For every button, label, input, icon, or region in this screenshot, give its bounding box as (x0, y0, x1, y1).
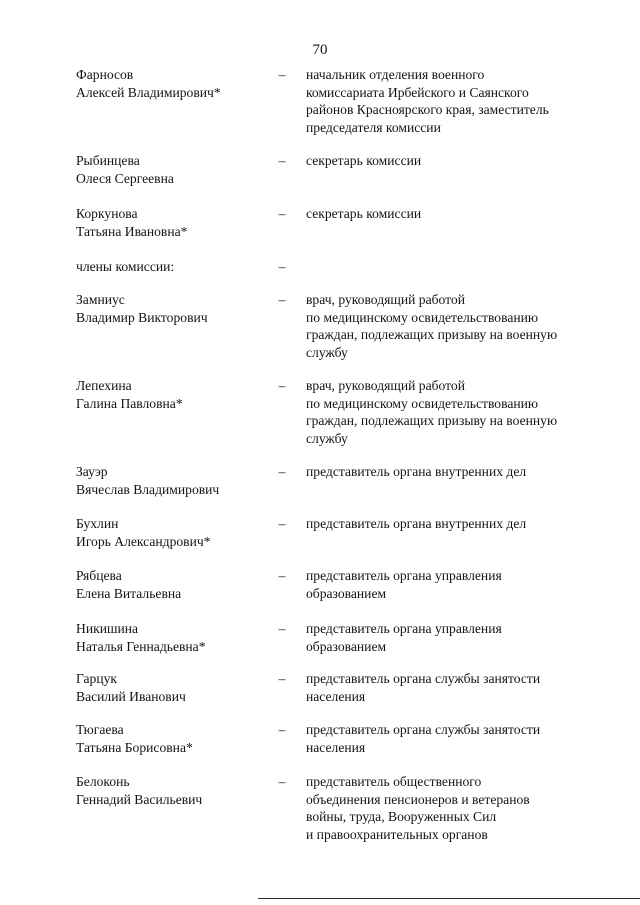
member-role: врач, руководящий работой по медицинскому освидетельствованию граждан, подлежащих призыву на военную службу (306, 292, 558, 360)
member-role: представитель органа внутренних дел (306, 516, 527, 531)
member-name: Фарносов Алексей Владимирович* (76, 67, 221, 100)
dash-separator: – (278, 568, 286, 583)
dash-separator: – (278, 671, 286, 686)
member-role: представитель общественного объединения пенсионеров и ветеранов войны, труда, Вооруженных Сил и правоохранительных органов (306, 774, 530, 842)
dash-separator: – (278, 292, 286, 307)
page-number: 70 (312, 42, 328, 58)
members-heading: члены комиссии: (76, 259, 175, 274)
footer-rule (258, 898, 640, 899)
dash-separator: – (278, 722, 286, 737)
member-role: врач, руководящий работой по медицинскому освидетельствованию граждан, подлежащих призыву на военную службу (306, 378, 558, 446)
member-role: секретарь комиссии (306, 153, 422, 168)
dash-separator: – (278, 206, 286, 221)
member-role: представитель органа службы занятости населения (306, 671, 541, 704)
dash-separator: – (278, 621, 286, 636)
dash-separator: – (278, 67, 286, 82)
dash-separator: – (278, 259, 286, 274)
member-name: Замниус Владимир Викторович (76, 292, 208, 325)
dash-separator: – (278, 774, 286, 789)
dash-separator: – (278, 516, 286, 531)
member-role: представитель органа внутренних дел (306, 464, 527, 479)
member-name: Бухлин Игорь Александрович* (76, 516, 211, 549)
member-role: представитель органа управления образованием (306, 621, 502, 654)
member-role: представитель органа управления образованием (306, 568, 502, 601)
member-name: Зауэр Вячеслав Владимирович (76, 464, 220, 497)
member-name: Рыбинцева Олеся Сергеевна (76, 153, 174, 186)
member-role: начальник отделения военного комиссариата Ирбейского и Саянского районов Красноярского края, заместитель председателя комиссии (306, 67, 549, 135)
member-name: Коркунова Татьяна Ивановна* (76, 206, 188, 239)
dash-separator: – (278, 464, 286, 479)
member-name: Тюгаева Татьяна Борисовна* (76, 722, 193, 755)
member-name: Лепехина Галина Павловна* (76, 378, 183, 411)
member-name: Белоконь Геннадий Васильевич (76, 774, 203, 807)
member-name: Рябцева Елена Витальевна (76, 568, 182, 601)
dash-separator: – (278, 153, 286, 168)
member-role: представитель органа службы занятости населения (306, 722, 541, 755)
member-name: Никишина Наталья Геннадьевна* (76, 621, 206, 654)
member-name: Гарцук Василий Иванович (76, 671, 186, 704)
member-role: секретарь комиссии (306, 206, 422, 221)
dash-separator: – (278, 378, 286, 393)
